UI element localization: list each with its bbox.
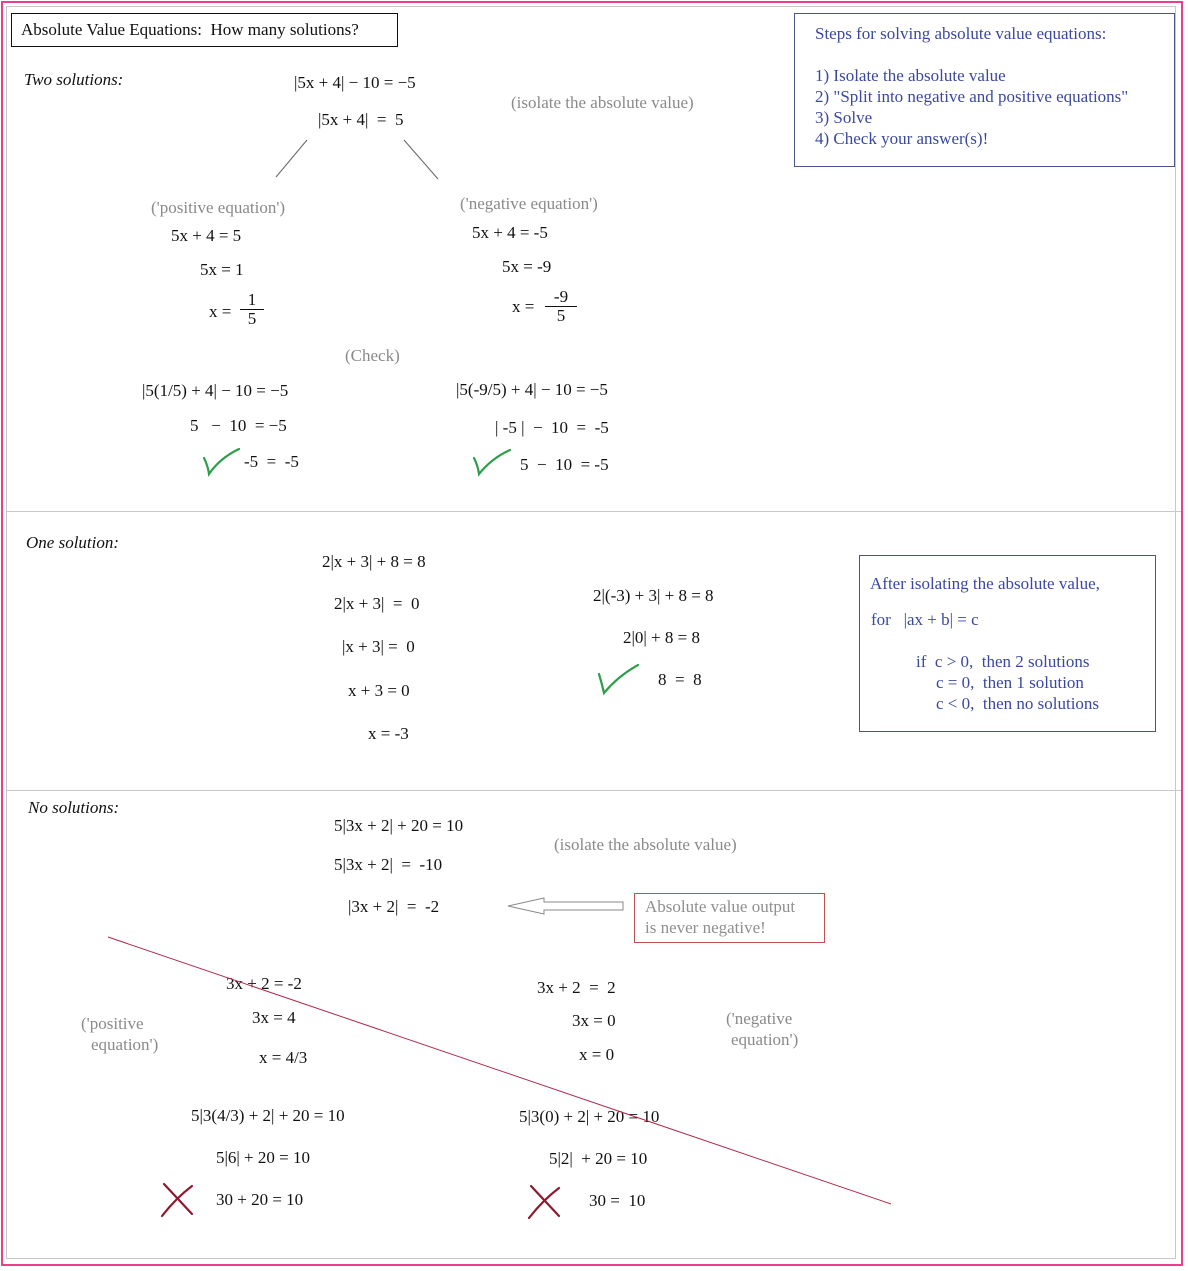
warning-line-1: Absolute value output <box>645 897 796 916</box>
section-label-one: One solution: <box>26 533 120 552</box>
two-neg-step-3: x = <box>512 297 539 316</box>
none-step-3: |3x + 2| = -2 <box>348 897 440 916</box>
two-eq1: |5x + 4| − 10 = −5 <box>294 73 416 92</box>
none-step-2: 5|3x + 2| = -10 <box>334 855 443 874</box>
two-check-pos-2: 5 − 10 = −5 <box>190 416 287 435</box>
section-label-none: No solutions: <box>28 798 120 817</box>
two-pos-step-3: x = <box>209 302 236 321</box>
two-check-neg-3: 5 − 10 = -5 <box>520 455 609 474</box>
none-positive-label-1: ('positive <box>81 1014 144 1033</box>
one-step-2: 2|x + 3| = 0 <box>334 594 420 613</box>
none-isolate-note: (isolate the absolute value) <box>554 835 737 854</box>
fraction-denominator: 5 <box>247 309 257 328</box>
page-title: Absolute Value Equations: How many solutions? <box>21 20 359 39</box>
two-negative-label: ('negative equation') <box>460 194 598 213</box>
two-check-neg-1: |5(-9/5) + 4| − 10 = −5 <box>456 380 608 399</box>
none-neg-step-1: 3x + 2 = 2 <box>537 978 616 997</box>
one-check-1: 2|(-3) + 3| + 8 = 8 <box>593 586 714 605</box>
none-check-pos-2: 5|6| + 20 = 10 <box>216 1148 310 1167</box>
two-pos-step-2: 5x = 1 <box>200 260 244 279</box>
none-check-neg-1: 5|3(0) + 2| + 20 = 10 <box>519 1107 660 1126</box>
none-check-neg-3: 30 = 10 <box>589 1191 646 1210</box>
none-pos-step-1: 3x + 2 = -2 <box>226 974 302 993</box>
two-neg-step-1: 5x + 4 = -5 <box>472 223 548 242</box>
info-case-1: if c > 0, then 2 solutions <box>916 652 1090 671</box>
none-neg-step-2: 3x = 0 <box>572 1011 616 1030</box>
two-pos-step-1: 5x + 4 = 5 <box>171 226 242 245</box>
one-check-3: 8 = 8 <box>658 670 702 689</box>
none-check-pos-3: 30 + 20 = 10 <box>216 1190 304 1209</box>
info-line-2: for |ax + b| = c <box>871 610 979 629</box>
step-1: 1) Isolate the absolute value <box>815 66 1006 85</box>
info-line-1: After isolating the absolute value, <box>870 574 1100 593</box>
none-neg-step-3: x = 0 <box>579 1045 615 1064</box>
none-positive-label-2: equation') <box>91 1035 159 1054</box>
one-step-5: x = -3 <box>368 724 409 743</box>
none-step-1: 5|3x + 2| + 20 = 10 <box>334 816 464 835</box>
one-check-2: 2|0| + 8 = 8 <box>623 628 700 647</box>
fraction-numerator: -9 <box>545 288 577 307</box>
two-eq2: |5x + 4| = 5 <box>318 110 404 129</box>
two-neg-step-2: 5x = -9 <box>502 257 552 276</box>
steps-heading: Steps for solving absolute value equations: <box>815 24 1107 43</box>
two-check-pos-1: |5(1/5) + 4| − 10 = −5 <box>142 381 289 400</box>
none-pos-step-3: x = 4/3 <box>259 1048 308 1067</box>
two-positive-label: ('positive equation') <box>151 198 286 217</box>
info-case-3: c < 0, then no solutions <box>936 694 1100 713</box>
none-negative-label-1: ('negative <box>726 1009 793 1028</box>
step-4: 4) Check your answer(s)! <box>815 129 989 148</box>
none-pos-step-2: 3x = 4 <box>252 1008 296 1027</box>
step-2: 2) "Split into negative and positive equations" <box>815 87 1129 106</box>
two-check-neg-2: | -5 | − 10 = -5 <box>495 418 609 437</box>
one-step-3: |x + 3| = 0 <box>342 637 415 656</box>
none-negative-label-2: equation') <box>731 1030 799 1049</box>
one-step-1: 2|x + 3| + 8 = 8 <box>322 552 426 571</box>
fraction-denominator: 5 <box>556 306 566 325</box>
two-isolate-note: (isolate the absolute value) <box>511 93 694 112</box>
one-step-4: x + 3 = 0 <box>348 681 410 700</box>
info-case-2: c = 0, then 1 solution <box>936 673 1084 692</box>
two-check-pos-3: -5 = -5 <box>244 452 299 471</box>
step-3: 3) Solve <box>815 108 873 127</box>
none-check-neg-2: 5|2| + 20 = 10 <box>549 1149 648 1168</box>
warning-line-2: is never negative! <box>645 918 766 937</box>
fraction-numerator: 1 <box>240 291 264 310</box>
section-label-two: Two solutions: <box>24 70 124 89</box>
two-check-label: (Check) <box>345 346 400 365</box>
none-check-pos-1: 5|3(4/3) + 2| + 20 = 10 <box>191 1106 345 1125</box>
